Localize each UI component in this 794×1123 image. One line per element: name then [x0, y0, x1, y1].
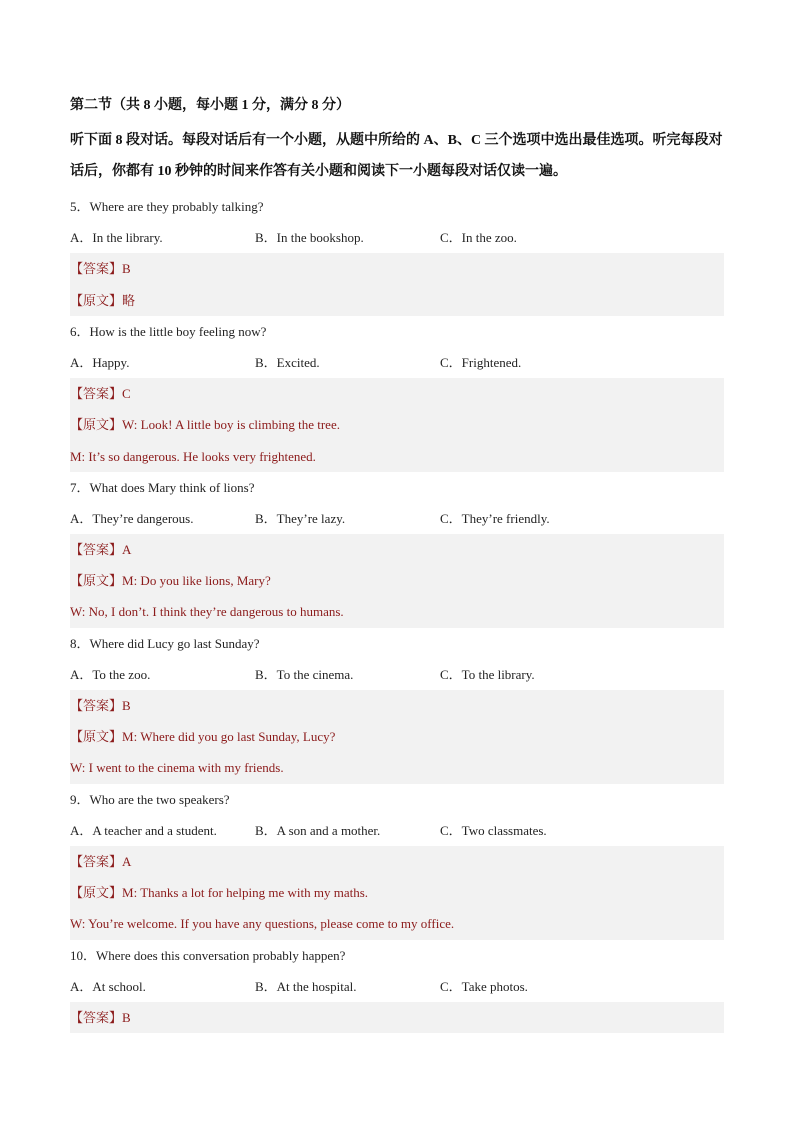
answer-line [70, 534, 724, 565]
question-block [70, 628, 724, 784]
option-b: B．To the cinema. [255, 666, 354, 682]
answer-line [70, 846, 724, 877]
script-text: 略 [122, 292, 136, 308]
option-a: A．A teacher and a student. [70, 822, 217, 838]
question-text: 8．Where did Lucy go last Sunday? [70, 635, 260, 651]
question-block [70, 472, 724, 628]
options-row [70, 347, 724, 378]
option-c: C．Two classmates. [440, 822, 547, 838]
options-row [70, 815, 724, 846]
section-title: 第二节（共 8 小题，每小题 1 分，满分 8 分） [70, 98, 350, 113]
answer-line [70, 690, 724, 721]
script-line [70, 409, 724, 440]
options-row [70, 503, 724, 534]
question-text: 7．What does Mary think of lions? [70, 479, 255, 495]
script-line [70, 721, 724, 752]
answer-tag: 【答案】 [70, 261, 123, 277]
option-c: C．They’re friendly. [440, 510, 550, 526]
instructions: 听下面 8 段对话。每段对话后有一个小题，从题中所给的 A、B、C 三个选项中选出最佳选项。听完每段对话后，你都有 10 秒钟的时间来作答有关小题和阅读下一小题每段对话仅读一遍。 [70, 133, 723, 179]
script-tag: 【原文】 [70, 885, 123, 901]
question-block [70, 940, 724, 1034]
question-block [70, 316, 724, 472]
script-line-second: W: I went to the cinema with my friends. [70, 752, 724, 783]
script-tag: 【原文】 [70, 729, 123, 745]
answer-line [70, 253, 724, 284]
script-line [70, 285, 724, 316]
script-line-second: W: You’re welcome. If you have any questions, please come to my office. [70, 908, 724, 939]
question-block [70, 191, 724, 316]
script-tag: 【原文】 [70, 417, 123, 433]
option-b: B．At the hospital. [255, 978, 357, 994]
answer-value: B [122, 698, 131, 713]
question-text: 9．Who are the two speakers? [70, 791, 230, 807]
answer-value: A [122, 853, 132, 869]
answer-tag: 【答案】 [70, 542, 123, 558]
option-c: C．Take photos. [440, 978, 528, 994]
option-c: C．To the library. [440, 666, 535, 682]
option-b: B．They’re lazy. [255, 510, 346, 526]
answer-tag: 【答案】 [70, 853, 123, 869]
option-c: C．In the zoo. [440, 230, 517, 246]
answer-value: B [122, 261, 131, 277]
option-b: B．In the bookshop. [255, 230, 364, 246]
answer-value: C [122, 386, 131, 402]
script-line-second: M: It’s so dangerous. He looks very frightened. [70, 441, 724, 472]
answer-line [70, 378, 724, 409]
option-b: B．Excited. [255, 354, 320, 370]
answer-tag: 【答案】 [70, 1009, 123, 1025]
script-line [70, 565, 724, 596]
option-b: B．A son and a mother. [255, 822, 381, 838]
option-a: A．At school. [70, 978, 146, 994]
option-c: C．Frightened. [440, 354, 522, 370]
answer-line [70, 1002, 724, 1033]
script-tag: 【原文】 [70, 573, 123, 589]
script-text: M: Where did you go last Sunday, Lucy? [122, 729, 336, 745]
answer-tag: 【答案】 [70, 386, 123, 402]
option-a: A．Happy. [70, 354, 130, 370]
options-row [70, 971, 724, 1002]
document-page [70, 96, 724, 1033]
question-text: 6．How is the little boy feeling now? [70, 323, 267, 339]
script-tag: 【原文】 [70, 292, 123, 308]
question-block [70, 784, 724, 940]
script-line-second: W: No, I don’t. I think they’re dangerous to humans. [70, 596, 724, 627]
question-text: 5．Where are they probably talking? [70, 199, 264, 214]
options-row [70, 222, 724, 253]
option-a: A．To the zoo. [70, 666, 151, 682]
question-text: 10．Where does this conversation probably happen? [70, 947, 346, 963]
answer-tag: 【答案】 [70, 698, 123, 713]
answer-value: A [122, 542, 132, 558]
option-a: A．In the library. [70, 230, 163, 246]
answer-value: B [122, 1009, 131, 1025]
script-line [70, 877, 724, 908]
script-text: M: Do you like lions, Mary? [122, 573, 271, 589]
script-text: W: Look! A little boy is climbing the tree. [122, 417, 340, 433]
options-row [70, 659, 724, 690]
option-a: A．They’re dangerous. [70, 510, 194, 526]
script-text: M: Thanks a lot for helping me with my maths. [122, 885, 369, 901]
